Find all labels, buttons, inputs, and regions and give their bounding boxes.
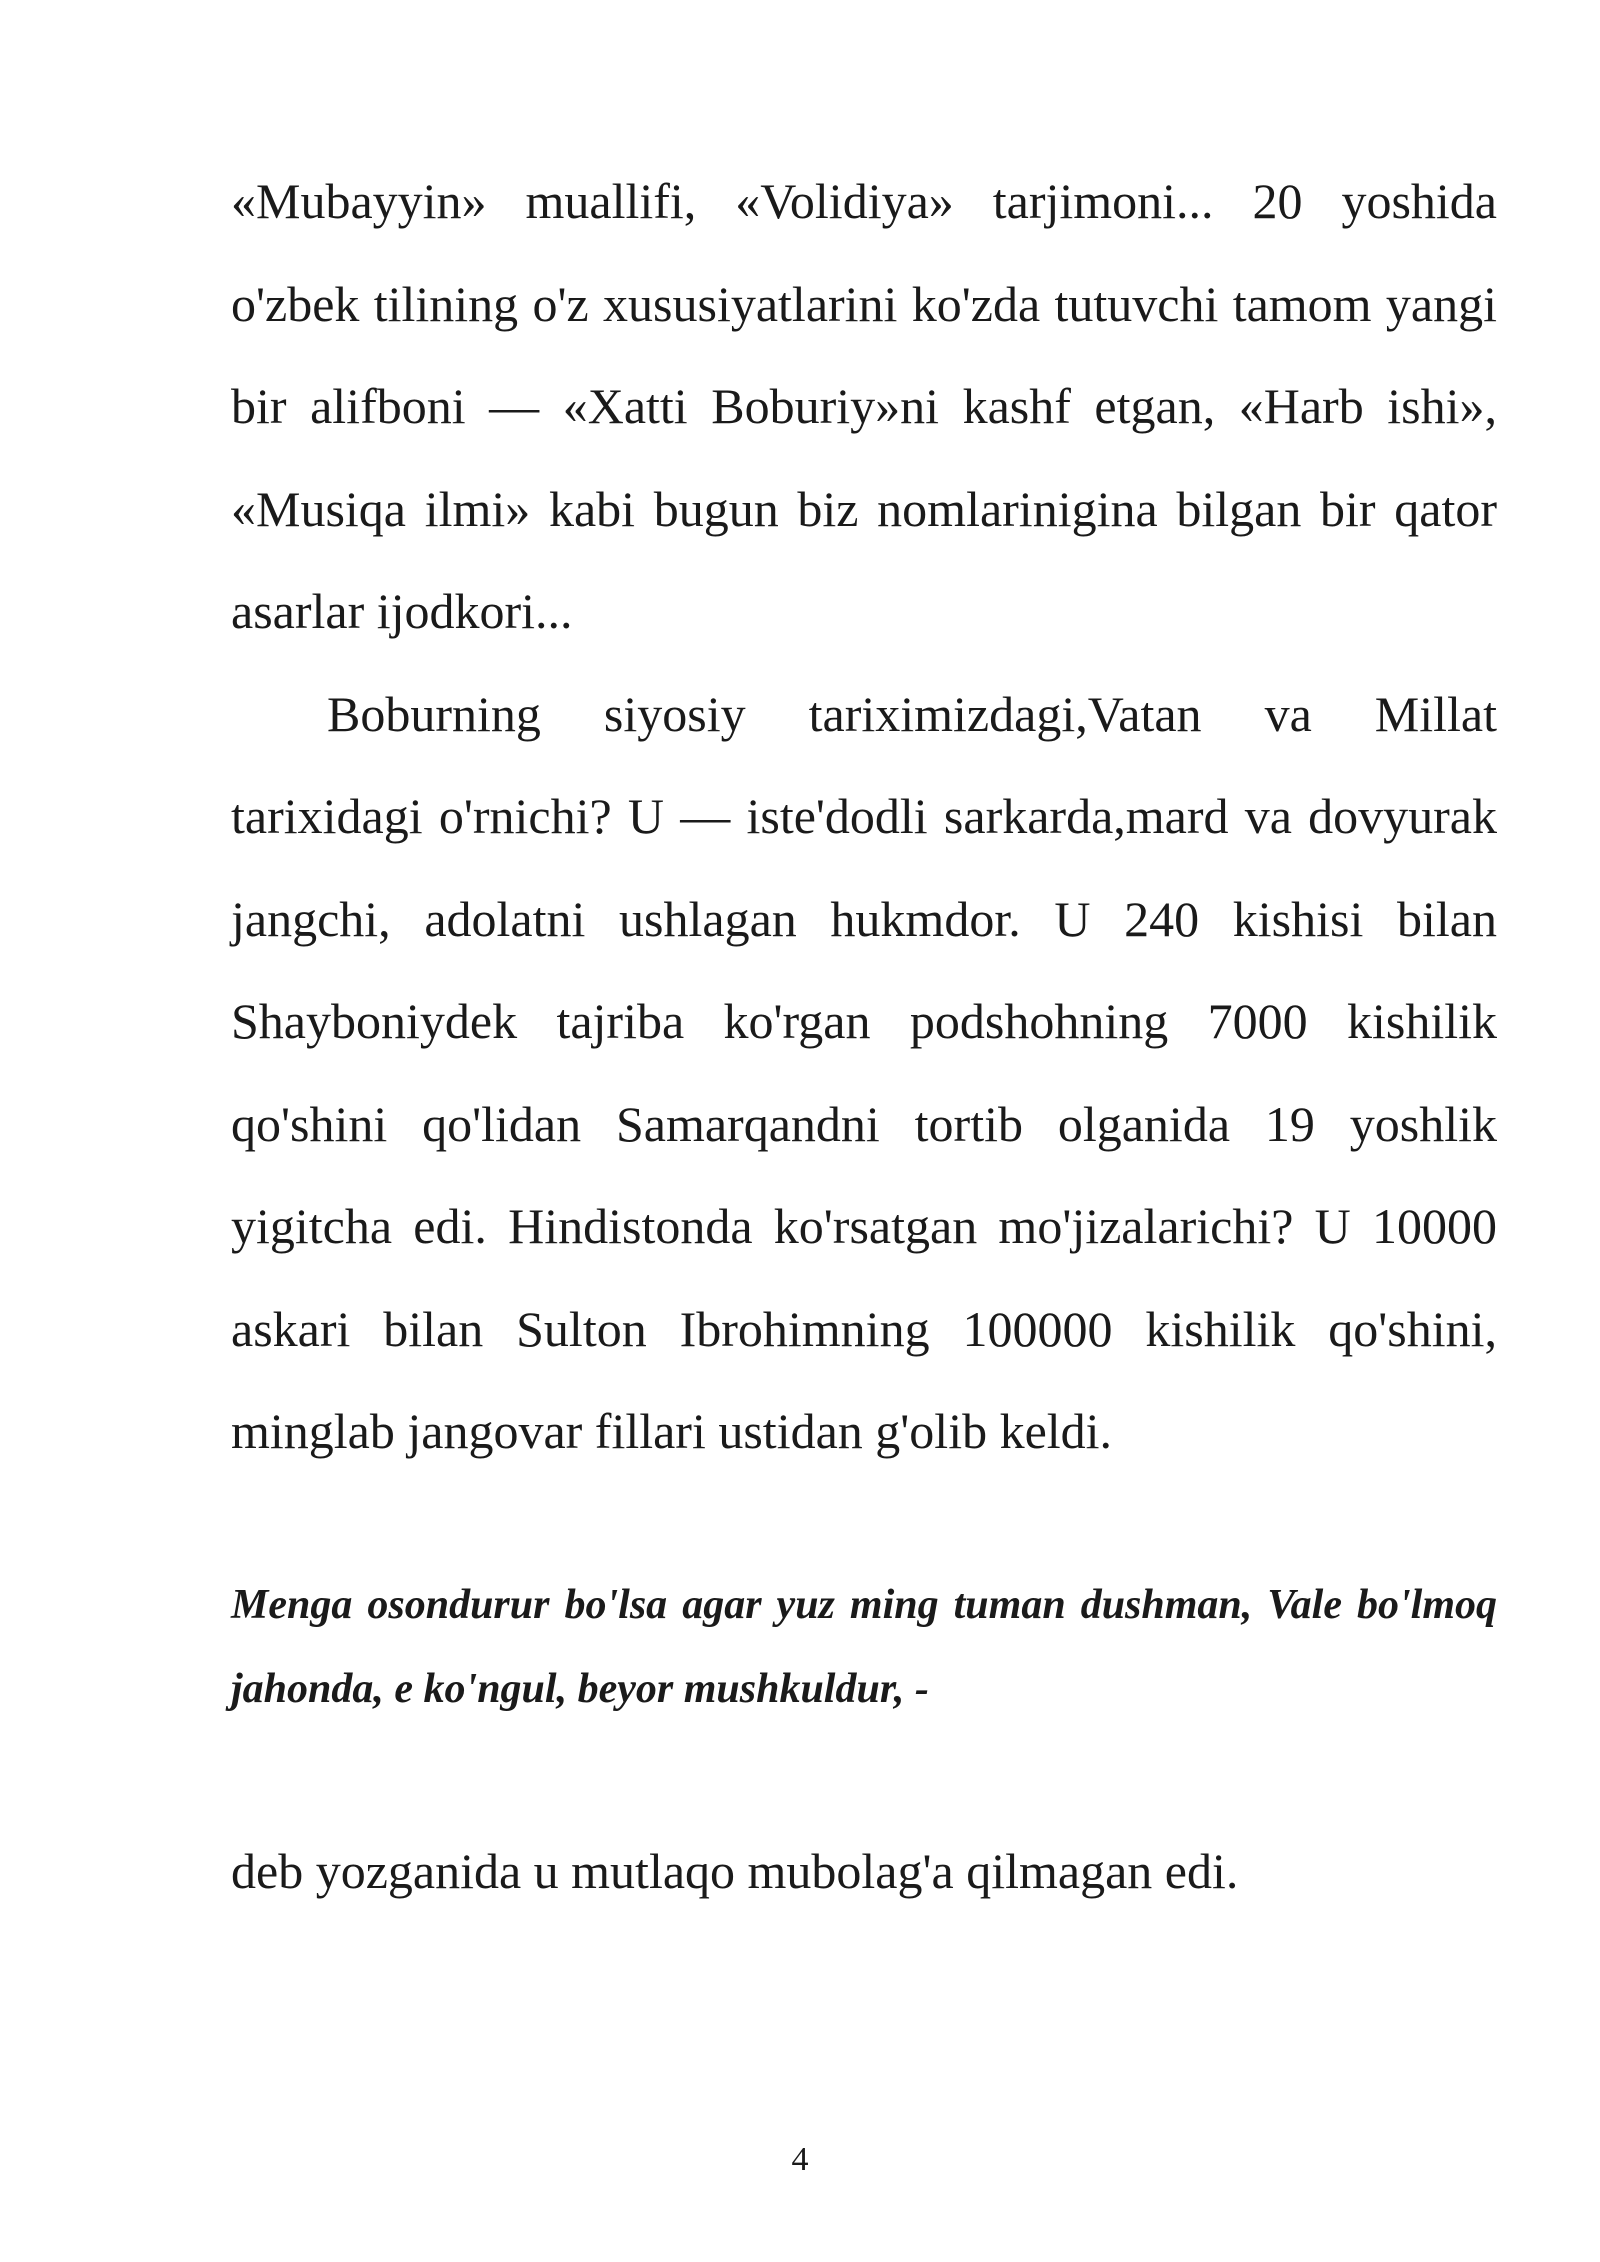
poem-quote: Menga osondurur bo'lsa agar yuz ming tuman dushman, Vale bo'lmoq jahonda, e ko'ngul, beyor mushkuldur, - — [231, 1581, 1497, 1712]
page-number: 4 — [791, 2141, 809, 2178]
page-body — [231, 150, 1497, 1901]
paragraph-intro: «Mubayyin» muallifi, «Volidiya» tarjimoni... 20 yoshida o'zbek tilining o'z xususiyatlarini ko'zda tutuvchi tamom yangi bir alifboni — «Xatti Boburiy»ni kashf etgan, «Harb ishi», «Musiqa ilmi» kabi bugun biz nomlarinigina bilgan bir qator asarlar ijodkori... — [231, 173, 1497, 639]
paragraph-closing: deb yozganida u mutlaqo mubolag'a qilmagan edi. — [231, 1842, 1239, 1899]
paragraph-babur-history: Boburning siyosiy tariximizdagi,Vatan va Millat tarixidagi o'rnichi? U — iste'dodli sarkarda,mard va dovyurak jangchi, adolatni ushlagan hukmdor. U 240 kishisi bilan Shayboniydek tajriba ko'rgan podshohning 7000 kishilik qo'shini qo'lidan Samarqandni tortib olganida 19 yoshlik yigitcha edi. Hindistonda ko'rsatgan mo'jizalarichi? U 10000 askari bilan Sulton Ibrohimning 100000 kishilik qo'shini, minglab jangovar fillari ustidan g'olib keldi. — [231, 685, 1497, 1459]
